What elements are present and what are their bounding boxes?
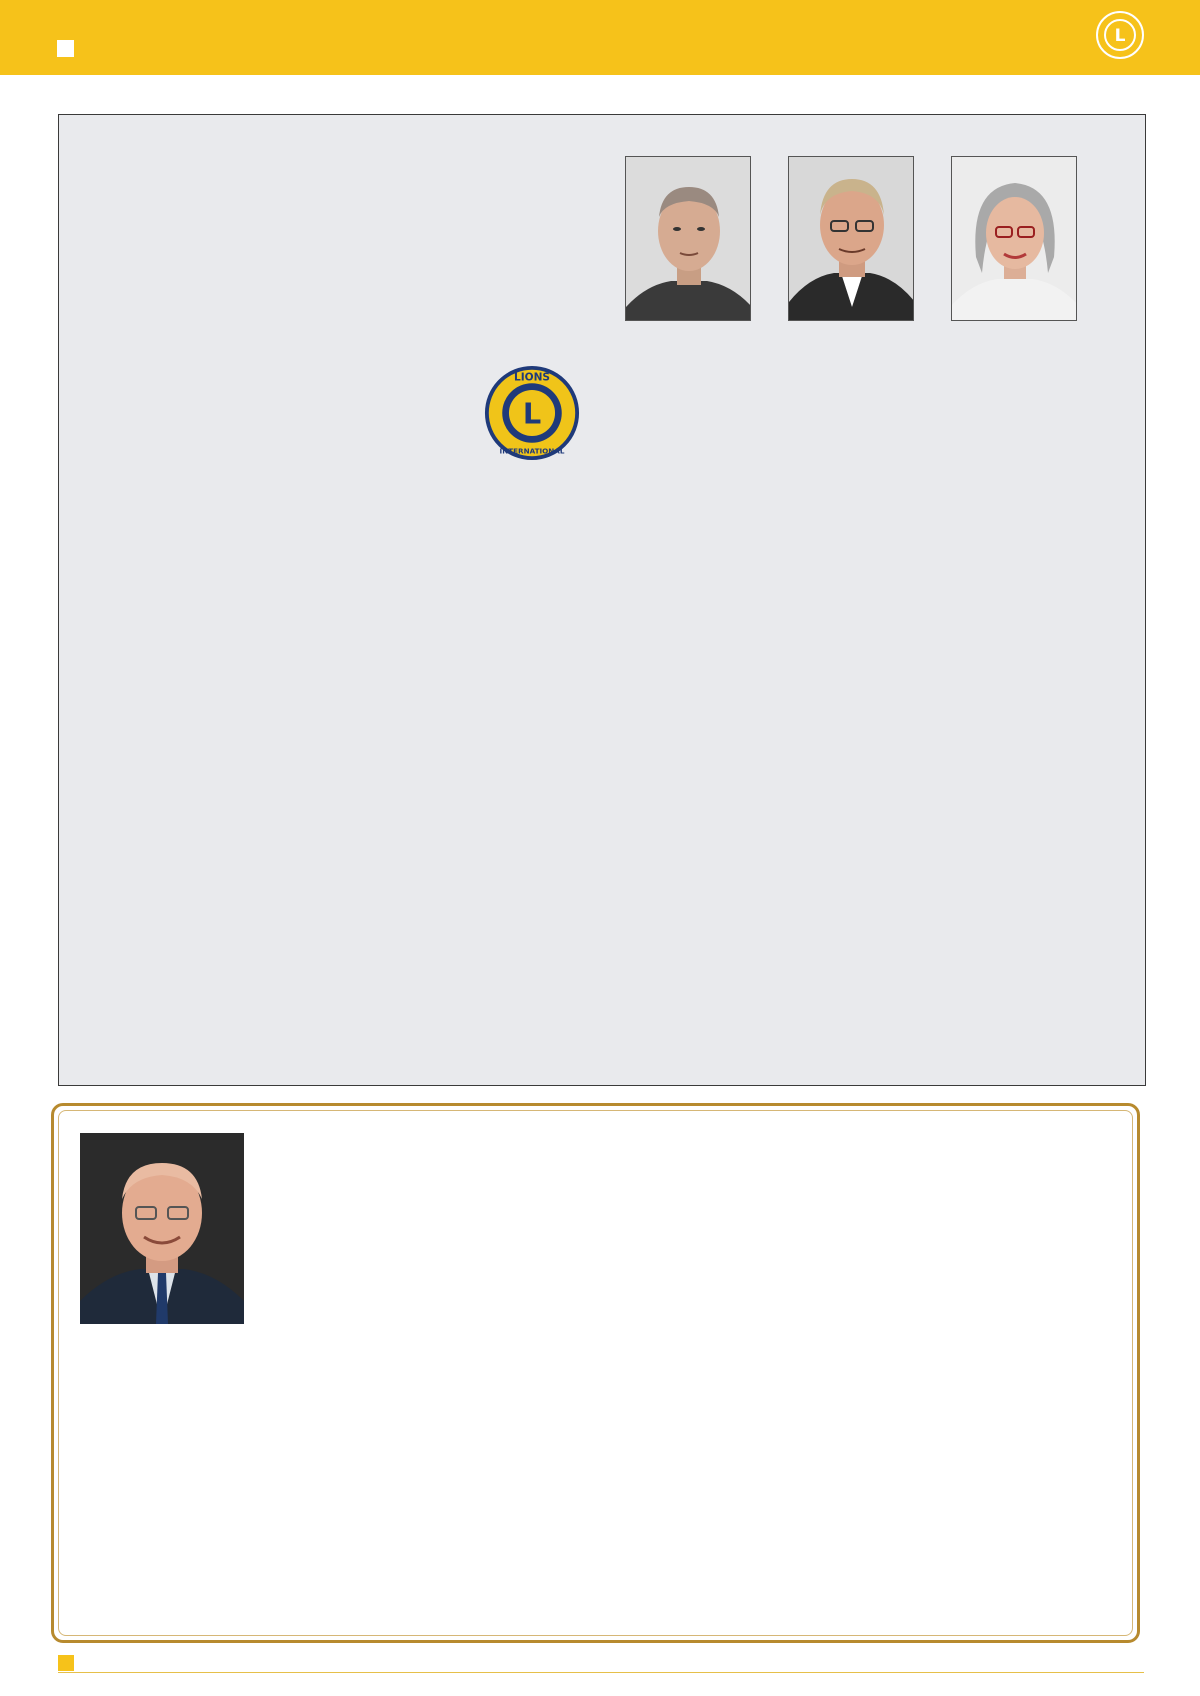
footer-square — [58, 1655, 74, 1671]
lions-international-logo — [484, 365, 580, 461]
svg-text:LIONS: LIONS — [513, 371, 551, 384]
masthead-box — [58, 114, 1146, 1086]
footer-rule — [58, 1672, 1144, 1673]
svg-text:INTERNATIONAL: INTERNATIONAL — [499, 446, 565, 456]
svg-text:L: L — [1114, 26, 1126, 46]
photo-bjorn — [625, 156, 751, 321]
photo-anna — [951, 156, 1077, 321]
header-square — [57, 40, 74, 57]
header-bar — [0, 0, 1200, 75]
photo-jonas — [788, 156, 914, 321]
editor-photo — [80, 1133, 244, 1324]
lions-logo-icon — [1095, 10, 1145, 60]
svg-text:L: L — [522, 396, 542, 431]
